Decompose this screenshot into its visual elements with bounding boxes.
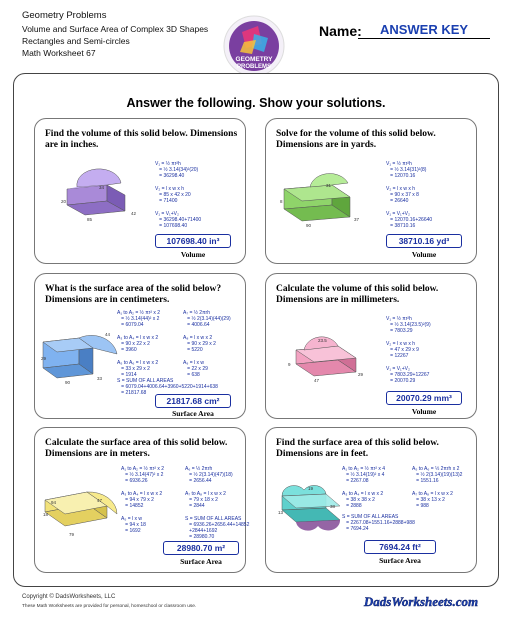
- problem-card-3: [34, 273, 246, 419]
- answer-unit-label: Surface Area: [172, 409, 214, 418]
- dimension-label: 29: [41, 356, 47, 361]
- solid-figure: [41, 472, 125, 538]
- answer-box: 107698.40 in³: [155, 234, 231, 248]
- solution-work-right: A₇ = ½ 2πrh = ½ 2(3.14)(44)(29) = 4006.64 A₈ = l x w x 2 = 90 x 29 x 2 = 5220 A₉ = l x w = 22 x 29 = 638: [183, 310, 231, 379]
- dimension-label: 90: [306, 223, 312, 228]
- problem-card-4: [265, 273, 477, 419]
- answer-box: 20070.29 mm³: [386, 391, 462, 405]
- problem-card-5: [34, 427, 250, 573]
- worksheet-title: Geometry Problems: [22, 10, 107, 21]
- problem-card-6: [265, 427, 477, 573]
- solution-work-total: S = SUM OF ALL AREAS = 2267.08+1551.16+2888+988 = 7694.24: [342, 514, 415, 533]
- dimension-label: 33: [97, 376, 103, 381]
- solution-work: V₁ = ½ πr²h = ½ 3.14(23.5)²(9) = 7803.29 V₂ = l x w x h = 47 x 29 x 9 = 12267 V₁ = V₁+V₂ = 7803.29+12267 = 20070.29: [386, 316, 431, 385]
- solution-work: V₁ = ½ πr²h = ½ 3.14(34)²(20) = 36298.40 V₂ = l x w x h = 85 x 42 x 20 = 71400 V₁ = V₁+V₂ = 36298.40+71400 = 107698.40: [155, 161, 202, 230]
- dimension-label: 23.5: [318, 338, 327, 343]
- solution-work-left: A₁ to A₂ = ½ πr² x 2 = ½ 3.14(47)² x 2 = 6936.26 A₃ to A₄ = l x w x 2 = 94 x 79 x 2 = 14852 A₅ = l x w = 94 x 18 = 1692: [121, 466, 165, 535]
- dimension-label: 37: [354, 217, 360, 222]
- dimension-label: 29: [358, 372, 364, 377]
- dimension-label: 18: [43, 512, 49, 517]
- dadsworksheets-logo: [354, 591, 488, 611]
- answer-box: 7694.24 ft²: [364, 540, 436, 554]
- answer-unit-label: Volume: [411, 250, 437, 259]
- answer-unit-label: Surface Area: [180, 557, 222, 566]
- problem-question: Solve for the volume of this solid below. Dimensions are in yards.: [276, 129, 436, 150]
- dimension-label: 13: [278, 510, 284, 515]
- dimension-label: 47: [314, 378, 320, 383]
- solid-figure: [39, 320, 121, 384]
- answer-unit-label: Volume: [411, 407, 437, 416]
- problem-question: Find the volume of this solid below. Dimensions are in inches.: [45, 129, 238, 150]
- solution-work-left: A₁ to A₂ = ½ πr² x 2 = ½ 3.14(44)² x 2 = 6079.04 A₃ to A₄ = l x w x 2 = 90 x 22 x 2 = 3960 A₅ to A₆ = l x w x 2 = 33 x 29 x 2 = 1914: [117, 310, 161, 379]
- name-field[interactable]: ANSWER KEY: [358, 22, 490, 39]
- solid-figure: [280, 159, 376, 229]
- answer-unit-label: Surface Area: [379, 556, 421, 565]
- answer-box: 21817.68 cm²: [155, 394, 231, 408]
- name-label: Name:: [319, 23, 362, 39]
- dimension-label: 42: [131, 211, 137, 216]
- dimension-label: 8: [280, 199, 283, 204]
- solution-work-left: A₁ to A₂ = ½ πr² x 4 = ½ 3.14(19)² x 4 = 2267.08 A₃ to A₄ = l x w x 2 = 38 x 38 x 2 = 2888: [342, 466, 386, 510]
- geometry-problems-logo: [222, 14, 286, 78]
- copyright-text: Copyright © DadsWorksheets, LLC: [22, 594, 116, 600]
- problem-question: What is the surface area of the solid below? Dimensions are in centimeters.: [45, 284, 222, 305]
- answer-unit-label: Volume: [180, 250, 206, 259]
- dimension-label: 9: [288, 362, 291, 367]
- answer-box: 28980.70 m²: [163, 541, 239, 555]
- worksheet-subtitle: Volume and Surface Area of Complex 3D Shapes: [22, 24, 209, 34]
- solid-figure: [290, 326, 380, 386]
- dimension-label: 31: [326, 183, 332, 188]
- problem-question: Calculate the volume of this solid below. Dimensions are in millimeters.: [276, 284, 439, 305]
- dimension-label: 85: [87, 217, 93, 222]
- brand-text: DadsWorksheets.com: [363, 594, 479, 609]
- usage-note: These Math Worksheets are provided for personal, homeschool or classroom use.: [22, 604, 197, 609]
- solution-work-right: A₅ to A₆ = ½ 2πrh x 2 = ½ 2(3.14)(19)(13)2 = 1551.16 A₇ to A₈ = l x w x 2 = 38 x 13 x 2 = 988: [412, 466, 463, 510]
- problem-card-2: [265, 118, 477, 264]
- instructions: Answer the following. Show your solutions.: [126, 96, 386, 110]
- dimension-label: 19: [308, 486, 314, 491]
- logo-text-bottom: PROBLEMS: [236, 64, 272, 70]
- solution-work-right: A₆ = ½ 2πrh = ½ 2(3.14)(47)(18) = 2656.44 A₇ to A₈ = l x w x 2 = 79 x 18 x 2 = 2844 S = SUM OF ALL AREAS = 6936.26+2656.44+14852 +2844+1692 = 28980.70: [185, 466, 250, 541]
- dimension-label: 90: [65, 380, 71, 385]
- dimension-label: 94: [51, 500, 57, 505]
- solution-work: V₁ = ½ πr²h = ½ 3.14(31)²(8) = 12070.16 V₂ = l x w x h = 90 x 37 x 8 = 26640 V₁ = V₁+V₂ = 12070.16+26640 = 38710.16: [386, 161, 433, 230]
- problem-question: Calculate the surface area of this solid below. Dimensions are in meters.: [45, 438, 228, 459]
- dimension-label: 79: [69, 532, 75, 537]
- worksheet-number: Math Worksheet 67: [22, 48, 96, 58]
- answer-box: 38710.16 yd³: [386, 234, 462, 248]
- dimension-label: 20: [61, 199, 67, 204]
- dimension-label: 47: [97, 498, 103, 503]
- logo-text-top: GEOMETRY: [235, 56, 273, 63]
- dimension-label: 38: [330, 504, 336, 509]
- dimension-label: 44: [105, 332, 111, 337]
- problem-question: Find the surface area of this solid below. Dimensions are in feet.: [276, 438, 439, 459]
- dimension-label: 34: [99, 185, 105, 190]
- worksheet-topic: Rectangles and Semi-circles: [22, 36, 130, 46]
- solution-work-total: S = SUM OF ALL AREAS = 6079.04+4006.64+3960+5220+1914+638 = 21817.68: [117, 378, 218, 397]
- solid-figure: [63, 165, 145, 227]
- problem-card-1: [34, 118, 246, 264]
